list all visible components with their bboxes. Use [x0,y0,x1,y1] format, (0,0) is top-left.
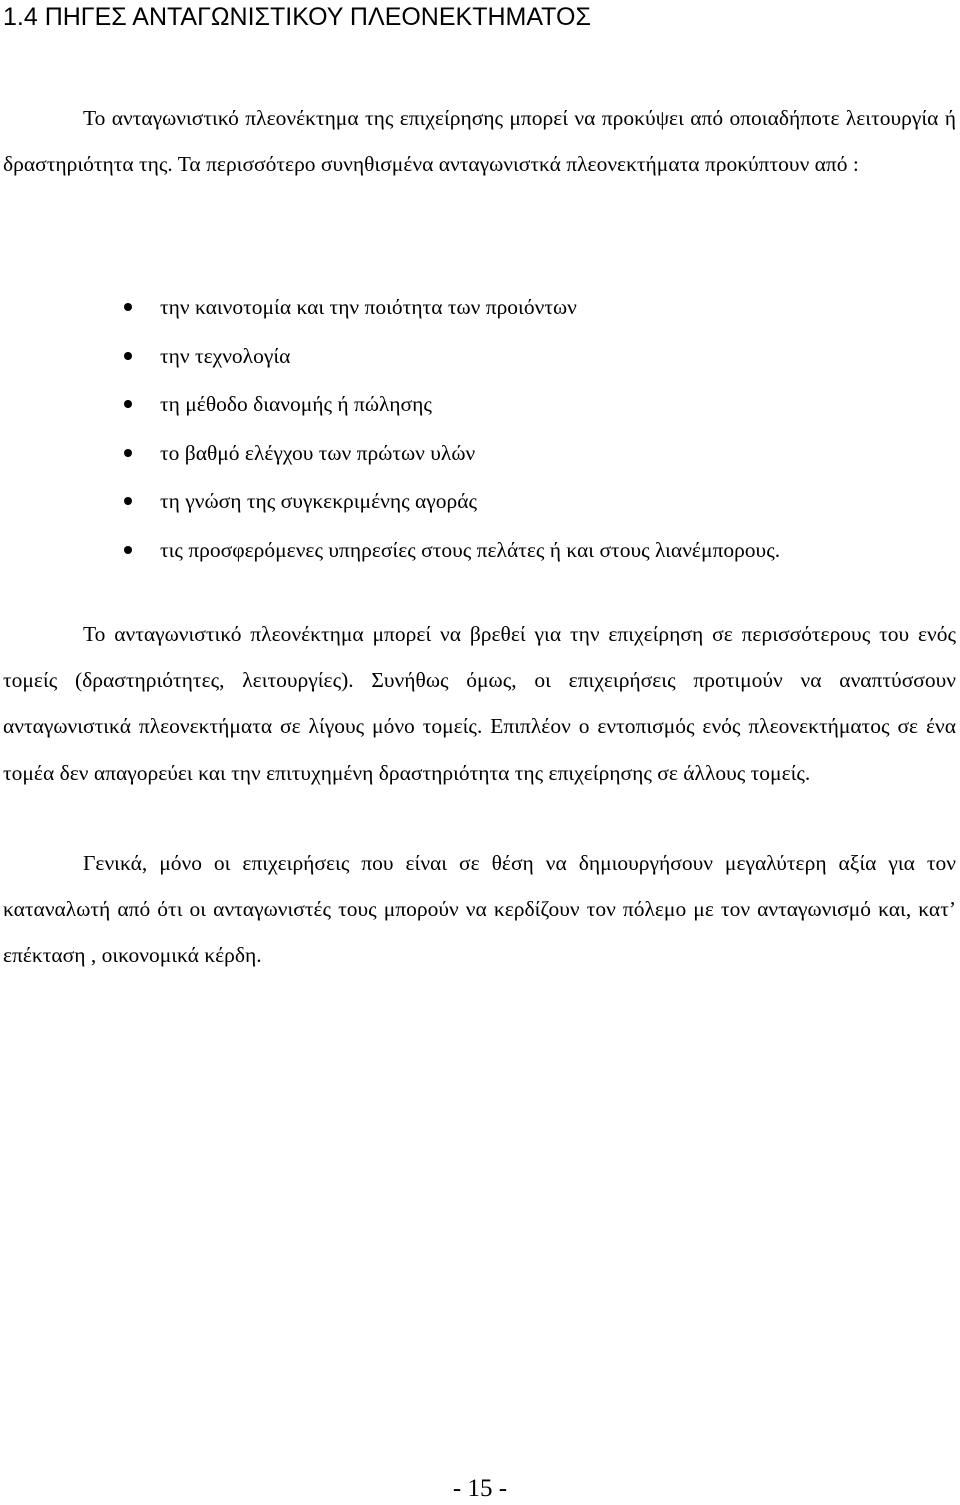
list-item [0,332,780,381]
section-heading: 1.4 ΠΗΓΕΣ ΑΝΤΑΓΩΝΙΣΤΙΚΟΥ ΠΛΕΟΝΕΚΤΗΜΑΤΟΣ [3,3,591,31]
list-item-text: το βαθμό ελέγχου των πρώτων υλών [160,440,476,465]
bullet-icon [124,449,132,457]
list-item [0,477,780,526]
sources-list [0,283,780,575]
list-item [0,526,780,575]
list-item-text: τη γνώση της συγκεκριμένης αγοράς [160,489,477,514]
list-item-text: τις προσφερόμενες υπηρεσίες στους πελάτες ή και στους λιανέμπορους. [160,537,781,562]
bullet-icon [124,497,132,505]
page-number: - 15 - [452,1475,508,1502]
list-item-text: την καινοτομία και την ποιότητα των προιόντων [160,295,577,319]
list-item-text: την τεχνολογία [160,343,291,368]
body-paragraph: Το ανταγωνιστικό πλεονέκτημα μπορεί να βρεθεί για την επιχείρηση σε περισσότερους του ενός τομείς (δραστηριότητες, λειτουργίες). Συνήθως όμως, οι επιχειρήσεις προτιμούν να αναπτύσσουν ανταγωνιστικά πλεονεκτήματα σε λίγους μόνο τομείς. Επιπλέον ο εντοπισμός ενός πλεονεκτήματος σε ένα τομέα δεν απαγορεύει και την επιτυχημένη δραστηριότητα της επιχείρησης σε άλλους τομείς. [3,622,956,785]
list-item [0,429,780,478]
conclusion-paragraph: Γενικά, μόνο οι επιχειρήσεις που είναι σε θέση να δημιουργήσουν μεγαλύτερη αξία για τον καταναλωτή από ότι οι ανταγωνιστές τους μπορούν να κερδίζουν τον πόλεμο με τον ανταγωνισμό και, κατ’ επέκταση , οικονομικά κέρδη. [3,851,956,968]
bullet-icon [124,546,132,554]
list-item [0,283,780,332]
intro-paragraph: Το ανταγωνιστικό πλεονέκτημα της επιχείρησης μπορεί να προκύψει από οποιαδήποτε λειτουργία ή δραστηριότητα της. Τα περισσότερο συνηθισμένα ανταγωνιστκά πλεονεκτήματα προκύπτουν από : [3,106,956,177]
list-item [0,380,780,429]
bullet-icon [124,400,132,408]
bullet-icon [124,352,132,360]
list-item-text: τη μέθοδο διανομής ή πώλησης [160,392,432,417]
bullet-icon [124,303,132,311]
